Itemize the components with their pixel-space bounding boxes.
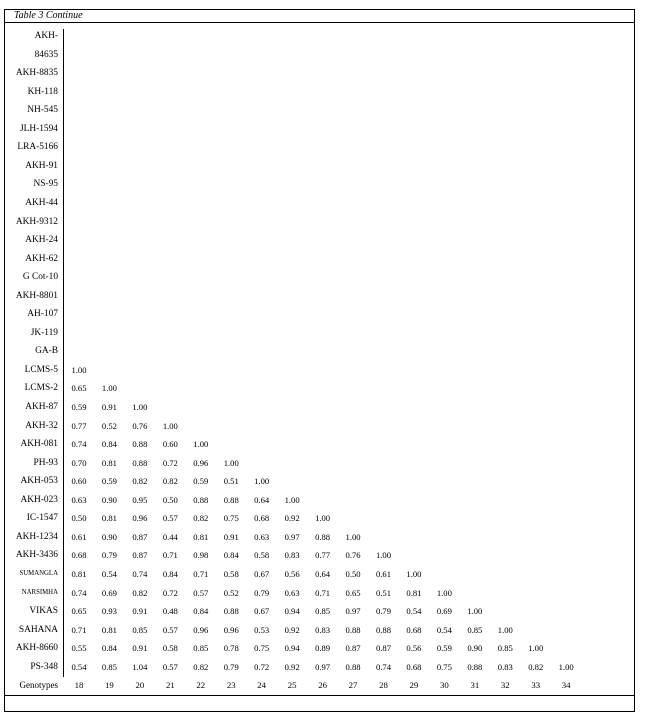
matrix-cell: 1.00 xyxy=(254,476,270,487)
matrix-cell: 0.56 xyxy=(406,643,422,654)
matrix-cell: 0.57 xyxy=(162,624,178,635)
matrix-cell: 0.92 xyxy=(284,624,300,635)
matrix-cell: 1.00 xyxy=(375,550,392,561)
genotype-label: AKH-87 xyxy=(25,402,58,412)
matrix-cell: 0.78 xyxy=(223,643,239,654)
top-rule xyxy=(4,22,635,23)
matrix-cell: 0.85 xyxy=(101,661,117,672)
matrix-cell: 0.71 xyxy=(193,568,209,579)
matrix-cell: 0.88 xyxy=(132,457,148,468)
matrix-cell: 0.90 xyxy=(101,494,117,505)
column-number: 33 xyxy=(531,680,541,690)
matrix-cell: 0.88 xyxy=(467,661,483,672)
column-number: 18 xyxy=(74,680,84,690)
column-number: 30 xyxy=(439,680,449,690)
matrix-cell: 0.81 xyxy=(101,513,117,524)
matrix-cell: 0.59 xyxy=(193,476,209,487)
matrix-cell: 0.54 xyxy=(101,568,117,579)
matrix-cell: 0.64 xyxy=(254,494,270,505)
matrix-cell: 0.69 xyxy=(436,606,452,617)
matrix-cell: 0.95 xyxy=(132,494,148,505)
matrix-cell: 0.87 xyxy=(132,531,148,542)
matrix-cell: 0.61 xyxy=(71,531,87,542)
column-number: 24 xyxy=(257,680,267,690)
matrix-cell: 0.82 xyxy=(162,476,178,487)
genotype-label: SUMANGLA xyxy=(19,569,58,577)
matrix-cell: 0.72 xyxy=(162,457,178,468)
genotype-label: PS-348 xyxy=(30,661,58,672)
matrix-cell: 0.79 xyxy=(254,587,270,598)
matrix-cell: 0.52 xyxy=(223,587,239,598)
matrix-cell: 0.88 xyxy=(345,661,361,672)
matrix-cell: 0.68 xyxy=(71,550,87,561)
matrix-cell: 0.64 xyxy=(315,568,331,579)
column-number: 29 xyxy=(409,680,419,690)
matrix-cell: 0.70 xyxy=(71,457,87,468)
column-number: 25 xyxy=(287,680,297,690)
genotype-label: VIKAS xyxy=(29,606,58,617)
matrix-cell: 1.00 xyxy=(101,383,117,394)
matrix-cell: 0.71 xyxy=(71,624,87,635)
matrix-cell: 1.00 xyxy=(162,420,178,431)
matrix-cell: 0.83 xyxy=(284,550,300,561)
matrix-cell: 0.57 xyxy=(193,587,209,598)
matrix-cell: 0.82 xyxy=(528,661,544,672)
column-number: 20 xyxy=(135,680,145,690)
matrix-cell: 0.74 xyxy=(132,568,148,579)
matrix-cell: 0.90 xyxy=(101,531,117,542)
matrix-cell: 0.57 xyxy=(162,661,178,672)
matrix-cell: 0.50 xyxy=(345,568,361,579)
genotype-label: AKH-44 xyxy=(25,197,58,208)
matrix-cell: 0.71 xyxy=(162,550,178,561)
matrix-cell: 0.63 xyxy=(254,531,270,542)
matrix-cell: 0.61 xyxy=(375,568,392,579)
matrix-cell: 0.81 xyxy=(71,568,87,579)
matrix-cell: 1.00 xyxy=(345,531,361,542)
matrix-cell: 0.84 xyxy=(193,606,209,617)
genotype-label: AKH-62 xyxy=(25,253,58,264)
matrix-cell: 0.81 xyxy=(101,624,117,635)
matrix-cell: 0.82 xyxy=(193,661,209,672)
matrix-cell: 0.54 xyxy=(406,606,422,617)
matrix-cell: 0.58 xyxy=(223,568,239,579)
matrix-cell: 1.00 xyxy=(436,587,452,598)
genotypes-header: Genotypes xyxy=(19,680,58,690)
matrix-cell: 0.76 xyxy=(345,550,361,561)
matrix-cell: 0.74 xyxy=(71,439,87,450)
genotype-label: PH-93 xyxy=(33,457,58,468)
genotype-label: NS-95 xyxy=(33,179,58,190)
matrix-cell: 0.79 xyxy=(375,606,392,617)
matrix-cell: 1.00 xyxy=(223,457,239,468)
matrix-cell: 0.51 xyxy=(223,476,239,487)
matrix-cell: 1.00 xyxy=(497,624,513,635)
matrix-cell: 0.72 xyxy=(162,587,178,598)
matrix-cell: 1.00 xyxy=(467,606,483,617)
matrix-cell: 0.84 xyxy=(162,568,178,579)
matrix-cell: 1.00 xyxy=(558,661,574,672)
matrix-cell: 0.53 xyxy=(254,624,270,635)
column-number: 19 xyxy=(105,680,114,690)
matrix-cell: 0.44 xyxy=(162,531,178,542)
genotype-label: SAHANA xyxy=(18,624,58,635)
column-number: 32 xyxy=(500,680,510,690)
matrix-cell: 0.97 xyxy=(345,606,361,617)
matrix-cell: 0.63 xyxy=(71,494,87,505)
column-number: 27 xyxy=(348,680,358,690)
matrix-cell: 0.85 xyxy=(315,606,331,617)
matrix-cell: 0.55 xyxy=(71,643,87,654)
genotype-label: AKH-1234 xyxy=(15,531,58,542)
matrix-cell: 0.84 xyxy=(101,643,117,654)
matrix-cell: 0.48 xyxy=(162,606,178,617)
genotype-label: AKH-24 xyxy=(25,235,58,246)
matrix-cell: 0.67 xyxy=(254,606,270,617)
matrix-cell: 0.58 xyxy=(254,550,270,561)
matrix-cell: 0.91 xyxy=(101,402,117,412)
matrix-cell: 0.68 xyxy=(254,513,270,524)
column-number: 22 xyxy=(196,680,206,690)
column-number: 23 xyxy=(226,680,236,690)
matrix-cell: 0.59 xyxy=(101,476,117,487)
matrix-cell: 0.59 xyxy=(71,402,87,412)
matrix-cell: 0.72 xyxy=(254,661,270,672)
matrix-cell: 1.00 xyxy=(284,494,300,505)
genotype-label: AKH-91 xyxy=(25,160,58,171)
matrix-cell: 0.88 xyxy=(193,494,209,505)
matrix-cell: 0.77 xyxy=(71,420,87,431)
matrix-cell: 0.87 xyxy=(375,643,392,654)
genotype-label: GA-B xyxy=(35,346,58,357)
matrix-cell: 0.89 xyxy=(315,643,331,654)
matrix-cell: 0.60 xyxy=(71,476,87,487)
column-number: 21 xyxy=(165,680,175,690)
matrix-cell: 1.00 xyxy=(132,402,148,412)
matrix-cell: 0.68 xyxy=(406,624,422,635)
matrix-cell: 0.91 xyxy=(223,531,239,542)
matrix-cell: 1.00 xyxy=(315,513,331,524)
matrix-cell: 0.50 xyxy=(71,513,87,524)
genotype-label: AKH-053 xyxy=(20,476,58,487)
genotype-label: JLH-1594 xyxy=(19,123,58,134)
matrix-cell: 0.92 xyxy=(284,513,300,524)
matrix-cell: 0.88 xyxy=(345,624,361,635)
bottom-rule xyxy=(4,695,635,696)
column-number: 28 xyxy=(379,680,388,690)
matrix-cell: 0.88 xyxy=(223,494,239,505)
matrix-cell: 0.87 xyxy=(132,550,148,561)
genotype-label: AKH- xyxy=(34,31,58,41)
genotype-label: AKH-32 xyxy=(25,420,58,431)
matrix-cell: 0.51 xyxy=(375,587,392,598)
matrix-cell: 0.57 xyxy=(162,513,178,524)
genotype-label: LCMS-5 xyxy=(24,364,58,375)
matrix-cell: 0.82 xyxy=(132,476,148,487)
matrix-cell: 0.84 xyxy=(223,550,239,561)
matrix-cell: 0.75 xyxy=(223,513,239,524)
matrix-cell: 0.94 xyxy=(284,606,300,617)
matrix-cell: 0.85 xyxy=(193,643,209,654)
matrix-cell: 0.63 xyxy=(284,587,300,598)
genotype-label: AKH-8835 xyxy=(15,68,58,79)
matrix-cell: 0.96 xyxy=(132,513,148,524)
column-number: 31 xyxy=(470,680,480,690)
matrix-cell: 0.67 xyxy=(254,568,270,579)
matrix-cell: 0.94 xyxy=(284,643,300,654)
genotype-label: AKH-8801 xyxy=(15,290,58,301)
genotype-label: AKH-081 xyxy=(20,439,58,450)
matrix-cell: 0.59 xyxy=(436,643,452,654)
matrix-cell: 0.79 xyxy=(223,661,239,672)
matrix-cell: 0.82 xyxy=(193,513,209,524)
matrix-cell: 0.85 xyxy=(132,624,148,635)
matrix-cell: 0.65 xyxy=(71,383,87,394)
genotype-label: NARSIMHA xyxy=(21,588,58,596)
matrix-cell: 0.81 xyxy=(406,587,422,598)
matrix-cell: 0.54 xyxy=(71,661,87,672)
matrix-cell: 0.74 xyxy=(375,661,392,672)
matrix-cell: 0.60 xyxy=(162,439,178,450)
matrix-cell: 0.82 xyxy=(132,587,148,598)
genotype-label: IC-1547 xyxy=(26,513,58,524)
matrix-cell: 0.84 xyxy=(101,439,117,450)
matrix-cell: 0.88 xyxy=(315,531,331,542)
matrix-cell: 0.96 xyxy=(193,624,209,635)
matrix-cell: 0.83 xyxy=(497,661,513,672)
genotype-label: KH-118 xyxy=(27,86,58,97)
matrix-cell: 0.65 xyxy=(71,606,87,617)
genotype-label: AKH-9312 xyxy=(15,216,58,227)
genotype-label: G Cot-10 xyxy=(22,272,58,283)
matrix-cell: 0.97 xyxy=(284,531,300,542)
genotype-label: AKH-023 xyxy=(20,494,58,505)
genotype-label: AKH-3436 xyxy=(15,550,58,561)
matrix-cell: 0.91 xyxy=(132,643,148,654)
matrix-cell: 0.96 xyxy=(193,457,209,468)
genotype-label: AH-107 xyxy=(27,309,58,320)
matrix-cell: 0.87 xyxy=(345,643,361,654)
genotype-label: LCMS-2 xyxy=(24,383,58,394)
matrix-cell: 0.98 xyxy=(193,550,209,561)
matrix-cell: 0.85 xyxy=(467,624,483,635)
matrix-cell: 0.69 xyxy=(101,587,117,598)
matrix-cell: 1.00 xyxy=(406,568,422,579)
genotype-label: AKH-8660 xyxy=(15,643,58,654)
matrix-cell: 0.56 xyxy=(284,568,300,579)
column-number: 26 xyxy=(318,680,327,690)
matrix-cell: 0.81 xyxy=(193,531,209,542)
matrix-cell: 0.92 xyxy=(284,661,300,672)
genotype-label: NH-545 xyxy=(27,105,58,116)
matrix-cell: 0.77 xyxy=(315,550,331,561)
matrix-cell: 0.91 xyxy=(132,606,148,617)
matrix-cell: 0.83 xyxy=(315,624,331,635)
matrix-cell: 0.71 xyxy=(315,587,331,598)
matrix-cell: 0.50 xyxy=(162,494,178,505)
matrix-cell: 0.81 xyxy=(101,457,117,468)
matrix-cell: 1.04 xyxy=(132,661,148,672)
matrix-cell: 0.79 xyxy=(101,550,117,561)
genotype-label: 84635 xyxy=(34,49,58,60)
table-caption: Table 3 Continue xyxy=(14,10,83,21)
matrix-cell: 0.54 xyxy=(436,624,452,635)
matrix-cell: 0.74 xyxy=(71,587,87,598)
matrix-cell: 0.76 xyxy=(132,420,148,431)
matrix-cell: 0.85 xyxy=(497,643,513,654)
matrix-cell: 1.00 xyxy=(528,643,544,654)
matrix-cell: 0.96 xyxy=(223,624,239,635)
genotype-label: JK-119 xyxy=(30,327,58,338)
matrix-cell: 0.58 xyxy=(162,643,178,654)
matrix-cell: 1.00 xyxy=(71,364,87,375)
matrix-cell: 0.52 xyxy=(101,420,117,431)
column-number: 34 xyxy=(561,680,571,690)
matrix-cell: 0.88 xyxy=(375,624,392,635)
matrix-cell: 0.93 xyxy=(101,606,117,617)
matrix-cell: 0.75 xyxy=(436,661,452,672)
matrix-cell: 0.88 xyxy=(223,606,239,617)
matrix-cell: 0.88 xyxy=(132,439,148,450)
matrix-cell: 1.00 xyxy=(193,439,209,450)
matrix-cell: 0.90 xyxy=(467,643,483,654)
matrix-cell: 0.75 xyxy=(254,643,270,654)
genotype-label: LRA-5166 xyxy=(17,142,58,153)
matrix-cell: 0.65 xyxy=(345,587,361,598)
matrix-cell: 0.68 xyxy=(406,661,422,672)
matrix-cell: 0.97 xyxy=(315,661,331,672)
